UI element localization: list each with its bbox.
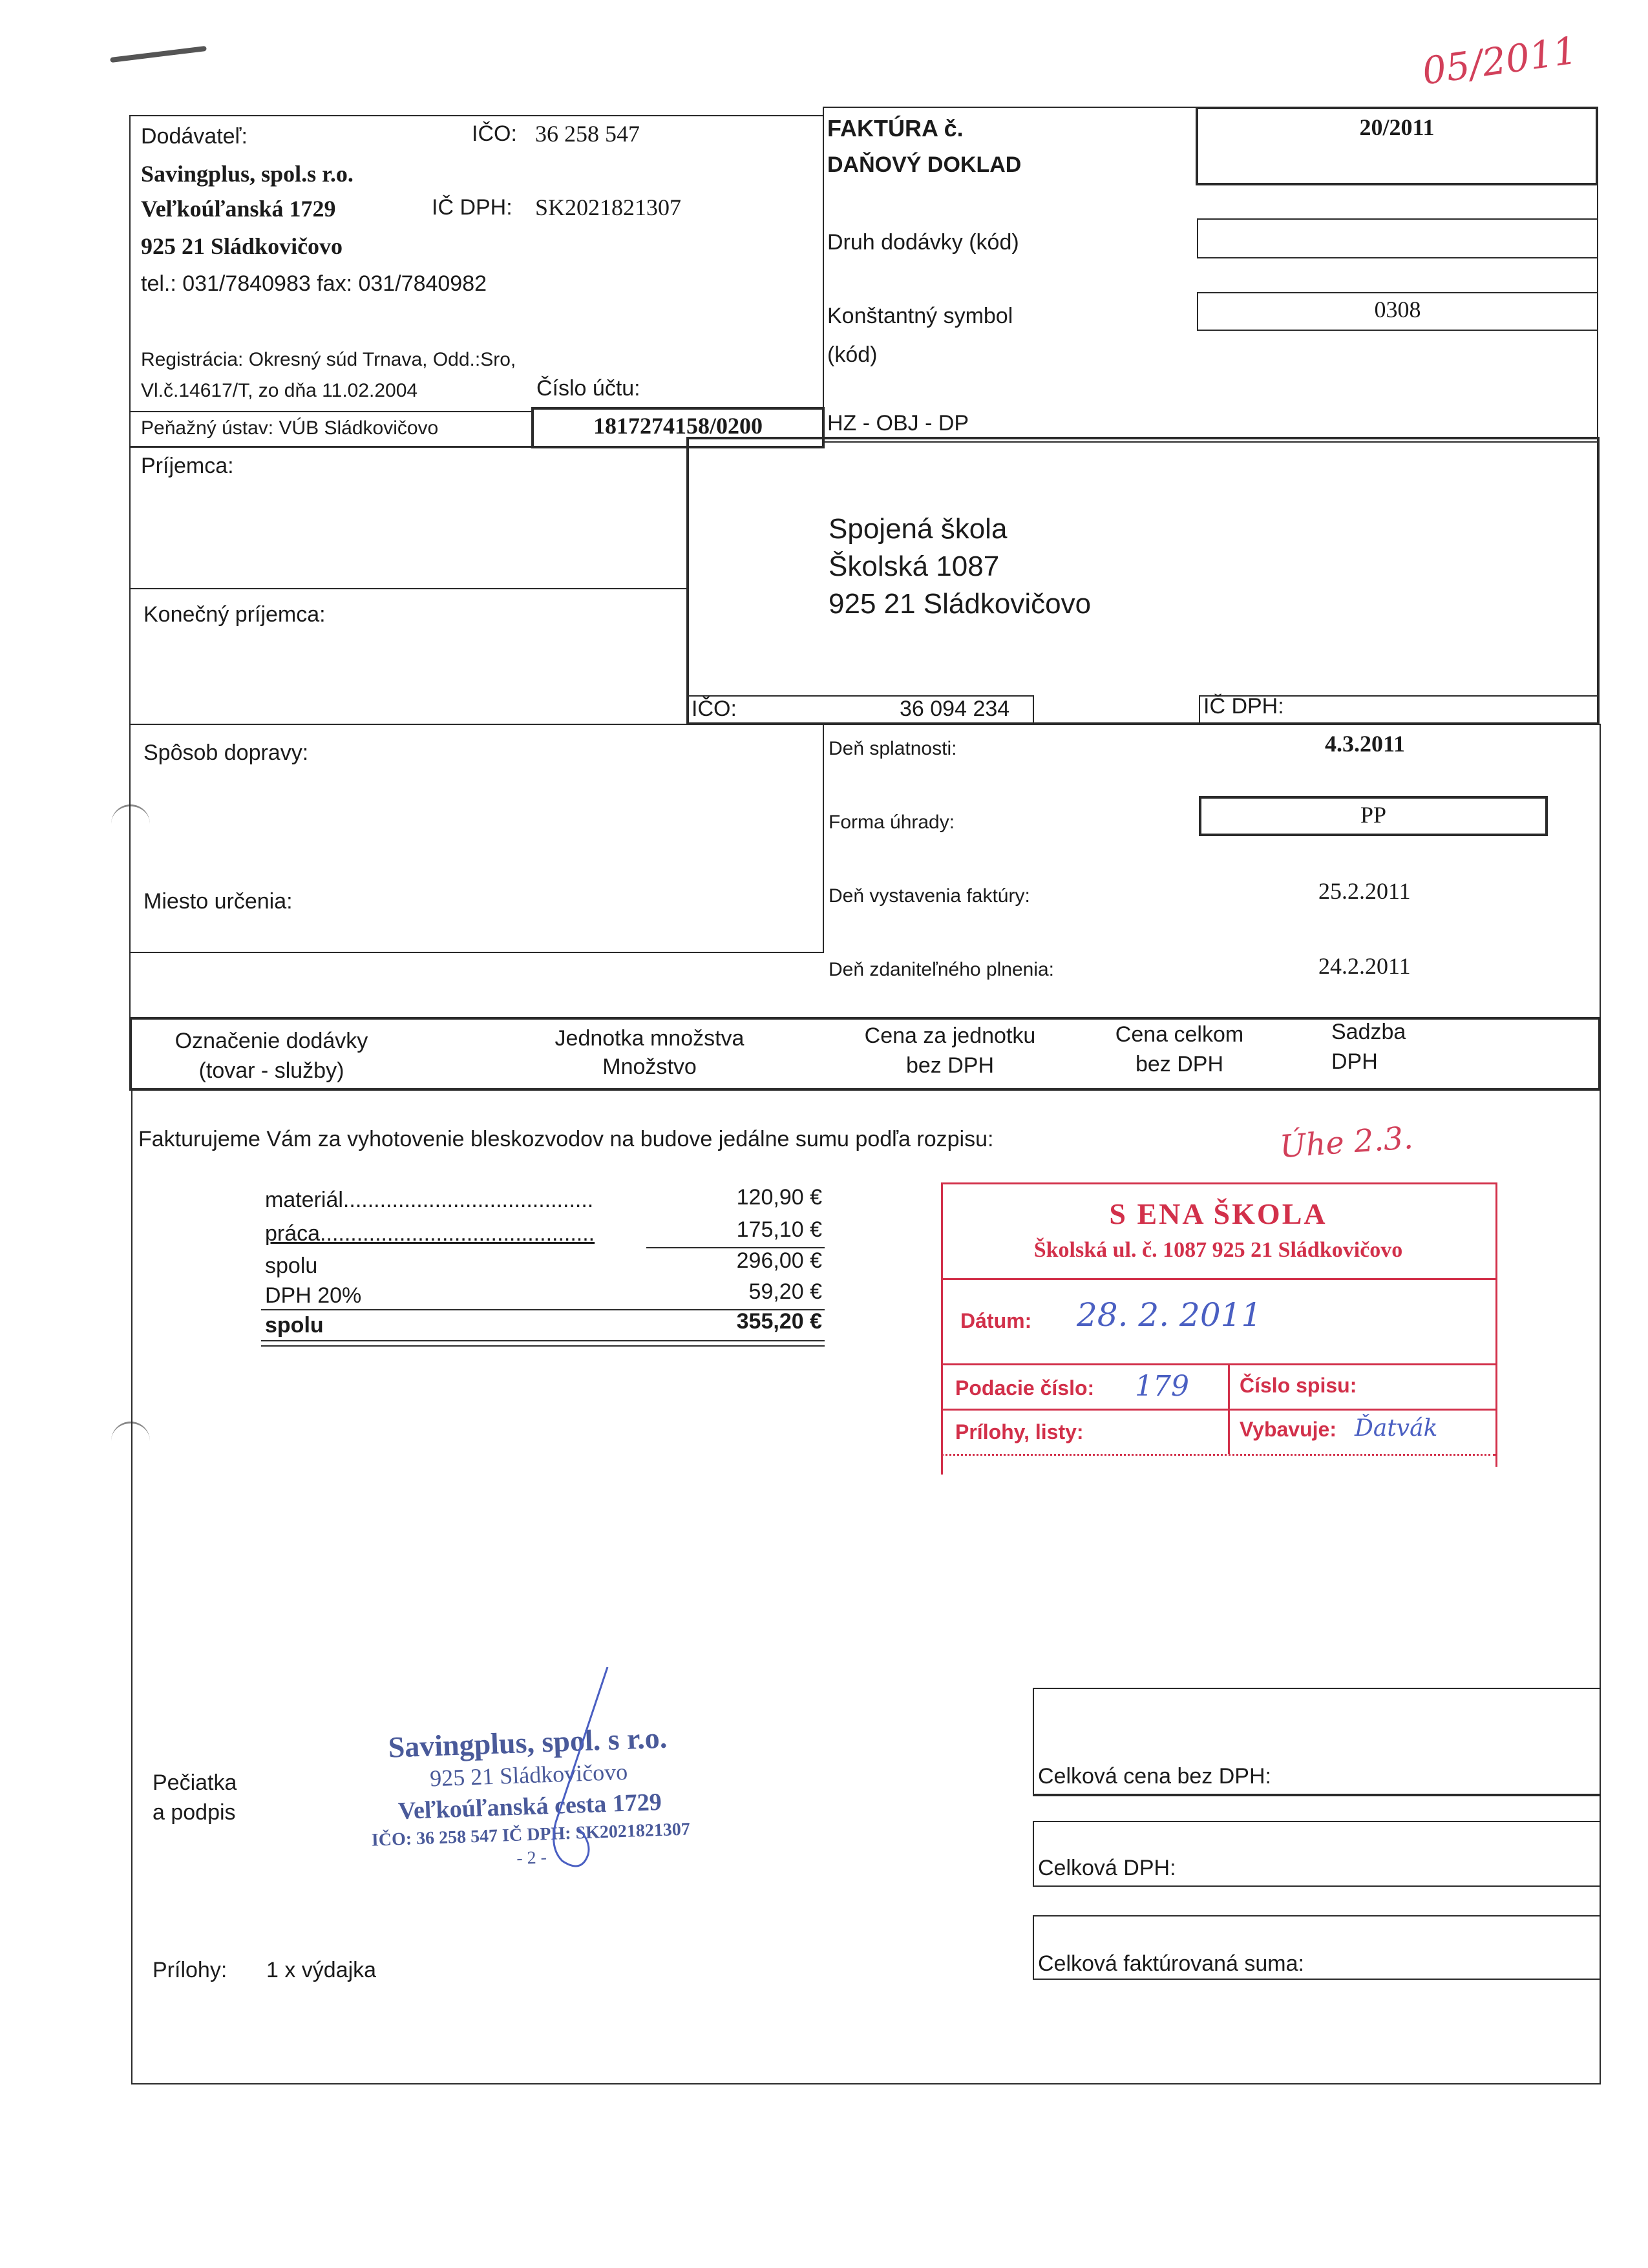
stamp-attach-label: Prílohy, listy: [955,1420,1084,1444]
col-unit-price-1: Cena za jednotku [864,1024,1036,1048]
delivery-type-field [1197,218,1598,258]
recipient-city: 925 21 Sládkovičovo [829,588,1092,620]
invoice-number: 20/2011 [1359,114,1435,140]
attachments-label: Prílohy: [153,1958,227,1982]
divider [1357,184,1598,185]
col-unit-1: Jednotka množstva [555,1026,745,1051]
transport-method-label: Spôsob dopravy: [143,740,309,765]
handwritten-note-top: 05/2011 [1419,28,1580,94]
stamp-handler-value: Ďatvák [1355,1415,1438,1442]
supplier-bank-label: Peňažný ústav: VÚB Sládkovičovo [141,417,439,439]
recipient-label: Príjemca: [141,454,234,478]
supplier-registration-2: Vl.č.14617/T, zo dňa 11.02.2004 [141,380,418,401]
divider [1033,1794,1601,1795]
attachments-value: 1 x výdajka [266,1958,377,1982]
col-designation-2: (tovar - služby) [198,1058,344,1083]
col-total-2: bez DPH [1135,1052,1224,1076]
line-item-label: materiál......................................... [265,1188,594,1212]
line-item-value: 296,00 € [736,1248,822,1273]
supplier-name: Savingplus, spol.s r.o. [141,161,354,187]
net-total-label: Celková cena bez DPH: [1038,1764,1271,1789]
invoice-subtitle: DAŇOVÝ DOKLAD [827,152,1022,177]
constant-symbol-label: Konštantný symbol [827,304,1013,328]
col-vat-1: Sadzba [1331,1020,1406,1044]
signature-scribble [517,1667,633,1900]
supplier-phone-fax: tel.: 031/7840983 fax: 031/7840982 [141,271,487,296]
line-item-label: spolu [265,1254,318,1278]
divider [261,1345,825,1347]
company-stamp-line: 925 21 Sládkovičovo [429,1758,628,1792]
supplier-label: Dodávateľ: [141,124,248,149]
recipient-ico: 36 094 234 [900,697,1010,721]
due-date-label: Deň splatnosti: [829,738,957,759]
line-item-value: 120,90 € [736,1185,822,1210]
stamp-reg-value: 179 [1135,1370,1189,1403]
line-item-label: DPH 20% [265,1283,362,1308]
stamp-date-value: 28. 2. 2011 [1077,1296,1262,1334]
taxable-date-value: 24.2.2011 [1318,953,1411,979]
supplier-dic-label: IČ DPH: [432,195,512,220]
line-item-label: práca............................................. [265,1221,595,1246]
issue-date-label: Deň vystavenia faktúry: [829,885,1030,907]
stamp-reg-label: Podacie číslo: [955,1376,1095,1400]
hz-line: HZ - OBJ - DP [827,411,969,436]
supplier-registration-1: Registrácia: Okresný súd Trnava, Odd.:Sro, [141,349,516,370]
destination-label: Miesto určenia: [143,889,293,914]
divider [129,950,131,1021]
vat-total-label: Celková DPH: [1038,1856,1176,1880]
line-item-value: 59,20 € [748,1279,822,1304]
final-recipient-label: Konečný príjemca: [143,602,326,627]
col-vat-2: DPH [1331,1049,1378,1074]
col-total-1: Cena celkom [1115,1022,1244,1047]
stamp-address: Školská ul. č. 1087 925 21 Sládkovičovo [1033,1238,1403,1262]
line-item-total-value: 355,20 € [736,1309,822,1334]
col-designation-1: Označenie dodávky [174,1029,368,1053]
signature-label-1: Pečiatka [153,1770,237,1795]
payment-form-label: Forma úhrady: [829,812,955,833]
stamp-handwritten-note: Úhe 2.3. [1278,1119,1415,1166]
supplier-city: 925 21 Sládkovičovo [141,233,343,259]
pen-mark [110,46,207,63]
recipient-dic-label: IČ DPH: [1203,694,1284,719]
col-unit-2: Množstvo [602,1055,697,1079]
supplier-street: Veľkoúľanská 1729 [141,196,336,222]
col-unit-price-2: bez DPH [905,1053,995,1078]
company-stamp-line: - 2 - [516,1847,547,1869]
divider [261,1340,825,1341]
stamp-title: S ENA ŠKOLA [1109,1197,1327,1230]
stamp-file-label: Číslo spisu: [1240,1374,1357,1397]
recipient-street: Školská 1087 [829,551,1000,582]
divider [1600,724,1601,1021]
invoice-intro: Fakturujeme Vám za vyhotovenie bleskozvodov na budove jedálne sumu podľa rozpisu: [138,1127,994,1151]
constant-symbol-code: (kód) [827,342,878,367]
invoice-title: FAKTÚRA č. [827,115,964,142]
delivery-type-label: Druh dodávky (kód) [827,230,1019,255]
company-stamp-line: IČO: 36 258 547 IČ DPH: SK2021821307 [371,1819,691,1851]
grand-total-label: Celková faktúrovaná suma: [1038,1951,1304,1976]
recipient-name: Spojená škola [829,513,1008,545]
account-number: 1817274158/0200 [593,413,763,439]
signature-label-2: a podpis [153,1800,236,1825]
supplier-account-label: Číslo účtu: [536,376,640,401]
divider [129,411,533,412]
issue-date-value: 25.2.2011 [1318,878,1411,904]
recipient-address-box [686,437,1600,725]
recipient-ico-label: IČO: [692,697,737,721]
taxable-date-label: Deň zdaniteľného plnenia: [829,959,1055,980]
line-item-total-label: spolu [265,1313,324,1338]
due-date-value: 4.3.2011 [1325,731,1406,757]
company-stamp-line: Savingplus, spol. s r.o. [387,1721,668,1764]
stamp-handler-label: Vybavuje: [1240,1418,1336,1441]
supplier-dic: SK2021821307 [535,194,682,220]
line-item-value: 175,10 € [736,1217,822,1242]
payment-form-value: PP [1360,802,1387,828]
supplier-ico-label: IČO: [472,121,517,146]
supplier-ico: 36 258 547 [535,121,640,147]
receipt-stamp [941,1182,1498,1475]
company-stamp-line: Veľkoúľanská cesta 1729 [397,1788,662,1825]
stamp-date-label: Dátum: [960,1309,1032,1332]
constant-symbol-value: 0308 [1374,297,1421,322]
